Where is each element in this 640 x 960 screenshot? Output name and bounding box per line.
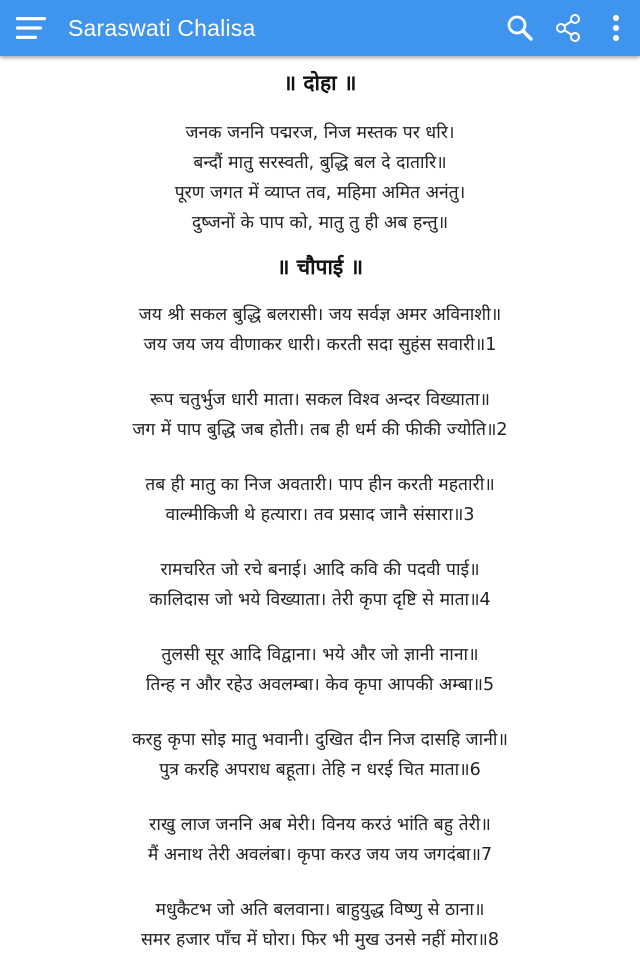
chaupai-line: रामचरित जो रचे बनाई। आदि कवि की पदवी पाई॥ bbox=[160, 560, 480, 580]
search-icon bbox=[502, 10, 538, 46]
chalisa-content[interactable] bbox=[0, 56, 640, 960]
more-options-button[interactable] bbox=[598, 10, 634, 46]
menu-button[interactable] bbox=[14, 12, 48, 44]
chaupai-stanza bbox=[0, 640, 640, 700]
chaupai-heading: ॥ चौपाई ॥ bbox=[276, 255, 364, 279]
chaupai-line: मैं अनाथ तेरी अवलंबा। कृपा करउ जय जय जगदंबा॥7 bbox=[147, 845, 493, 865]
chaupai-line: तिन्ह न और रहेउ अवलम्बा। केव कृपा आपकी अम्बा॥5 bbox=[145, 675, 495, 695]
doha-line: पूरण जगत में व्याप्त तव, महिमा अमित अनंतु। bbox=[174, 183, 466, 203]
chaupai-stanza bbox=[0, 810, 640, 870]
chaupai-line: कालिदास जो भये विख्याता। तेरी कृपा दृष्टि से माता॥4 bbox=[149, 590, 491, 610]
chaupai-stanza bbox=[0, 555, 640, 615]
more-vert-icon bbox=[598, 10, 634, 46]
chaupai-line: तब ही मातु का निज अवतारी। पाप हीन करती महतारी॥ bbox=[145, 475, 495, 495]
chaupai-line: जय श्री सकल बुद्धि बलरासी। जय सर्वज्ञ अमर अविनाशी॥ bbox=[138, 305, 502, 325]
chaupai-line: राखु लाज जननि अब मेरी। विनय करउं भांति बहु तेरी॥ bbox=[149, 815, 491, 835]
doha-block bbox=[0, 118, 640, 238]
chaupai-list bbox=[0, 300, 640, 955]
share-button[interactable] bbox=[550, 10, 586, 46]
chaupai-line: पुत्र करहि अपराध बहूता। तेहि न धरई चित माता॥6 bbox=[159, 760, 481, 780]
doha-line: बन्दौं मातु सरस्वती, बुद्धि बल दे दातारि॥ bbox=[193, 153, 447, 173]
doha-line: जनक जननि पद्मरज, निज मस्तक पर धरि। bbox=[185, 123, 455, 143]
doha-line: दुष्जनों के पाप को, मातु तु ही अब हन्तु॥ bbox=[191, 213, 449, 233]
app-title: Saraswati Chalisa bbox=[68, 15, 256, 41]
chaupai-stanza bbox=[0, 470, 640, 530]
share-icon bbox=[550, 10, 586, 46]
chaupai-line: वाल्मीकिजी थे हत्यारा। तव प्रसाद जानै संसारा॥3 bbox=[165, 505, 475, 525]
app-bar bbox=[0, 0, 640, 56]
chaupai-stanza bbox=[0, 300, 640, 360]
chaupai-line: रूप चतुर्भुज धारी माता। सकल विश्व अन्दर विख्याता॥ bbox=[150, 390, 490, 410]
chaupai-line: करहु कृपा सोइ मातु भवानी। दुखित दीन निज दासहि जानी॥ bbox=[132, 730, 508, 750]
chaupai-stanza bbox=[0, 895, 640, 955]
chaupai-line: मधुकैटभ जो अति बलवाना। बाहुयुद्ध विष्णु से ठाना॥ bbox=[155, 900, 485, 920]
chaupai-line: समर हजार पाँच में घोरा। फिर भी मुख उनसे नहीं मोरा॥8 bbox=[140, 930, 500, 950]
chaupai-stanza bbox=[0, 385, 640, 445]
doha-heading: ॥ दोहा ॥ bbox=[283, 71, 357, 95]
hamburger-menu-icon bbox=[14, 12, 48, 44]
chaupai-line: जय जय जय वीणाकर धारी। करती सदा सुहंस सवारी॥1 bbox=[143, 335, 497, 355]
search-button[interactable] bbox=[502, 10, 538, 46]
chaupai-line: जग में पाप बुद्धि जब होती। तब ही धर्म की फीकी ज्योति॥2 bbox=[132, 420, 508, 440]
chaupai-line: तुलसी सूर आदि विद्वाना। भये और जो ज्ञानी नाना॥ bbox=[161, 645, 479, 665]
chaupai-stanza bbox=[0, 725, 640, 785]
